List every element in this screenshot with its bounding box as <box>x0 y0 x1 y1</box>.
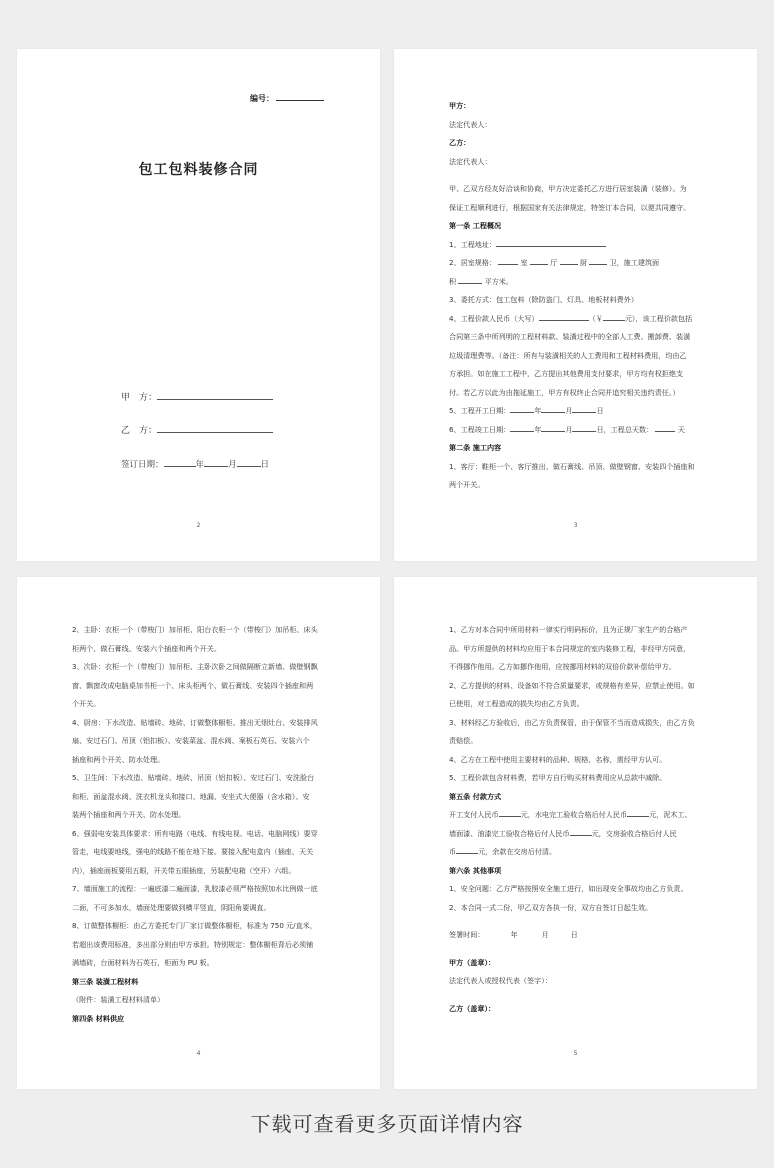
content-line: 装两个插座和两个开关、防水处理。 <box>72 810 186 819</box>
content-line: 4、厨房：下水改造、贴墙砖、地砖、订做整体橱柜、推出无烟灶台、安装排风 <box>72 717 318 727</box>
content-line: 2、乙方提供的材料、设备如不符合质量要求，或规格有差异，应禁止使用。如 <box>449 680 695 690</box>
article-heading: 第五条 付款方式 <box>449 791 502 801</box>
sign-date-label: 签订日期： <box>121 460 164 470</box>
content-line: 扇、安过石门、吊顶（铝扣板）、安装菜盆、混水阀、案板石英石、安装六个 <box>72 736 310 745</box>
clause-price-line: 付。若乙方以此为由拖延施工，甲方有权终止合同并追究相关违约责任。） <box>449 387 680 397</box>
content-line: 二面，不可多加水，墙面处理要做到横平竖直，阴阳角要调直。 <box>72 902 271 912</box>
page-4 <box>17 577 380 1089</box>
page-cover <box>17 49 380 561</box>
party-a-row <box>121 390 273 403</box>
payment-line: 币 元，余款在交房后付清。 <box>449 847 557 856</box>
page-4-content <box>72 621 328 1028</box>
content-line: 责赔偿。 <box>449 736 478 745</box>
page-number: 4 <box>196 1050 201 1057</box>
sign-date-row: 签订日期： 年 月 日 <box>121 460 270 470</box>
content-line: 不得挪作他用。乙方如挪作他用，应按挪用材料的双倍价款补偿给甲方。 <box>449 662 676 671</box>
article-heading: 第六条 其他事项 <box>449 865 502 875</box>
clause-area: 积 平方米。 <box>449 276 513 286</box>
party-a-heading: 甲方： <box>449 101 471 110</box>
content-line: 4、乙方在工程中使用主要材料的品种、规格、名称，需经甲方认可。 <box>449 754 667 764</box>
page-3-content <box>449 97 705 495</box>
party-b-rep: 法定代表人： <box>449 156 492 166</box>
clause-price: 4、工程价款人民币（大写） （￥ 元），该工程价款包括 <box>449 313 693 323</box>
party-b-blank <box>157 424 273 433</box>
contract-number <box>250 93 324 104</box>
content-line: 个开关。 <box>72 699 101 708</box>
clause-size: 2、居室规格： 室 厅 厨 卫，施工建筑面 <box>449 258 660 267</box>
page-5-content <box>449 621 705 1018</box>
sign-time-row: 签署时间： 年 月 日 <box>449 930 578 939</box>
party-b-label: 乙 方： <box>121 426 158 436</box>
content-line: 1、客厅：鞋柜一个、客厅推出、做石膏线、吊顶、做壁钢窗、安装四个插座和 <box>449 461 695 471</box>
clause-start-date: 5、工程开工日期： 年 月 日 <box>449 406 604 415</box>
page-number: 2 <box>196 522 201 529</box>
party-a-label: 甲 方： <box>121 393 158 403</box>
party-b-seal: 乙方（盖章）： <box>449 1003 496 1013</box>
page-3 <box>394 49 757 561</box>
content-line: 两个开关。 <box>449 480 485 489</box>
party-b-row <box>121 423 273 436</box>
payment-line: 墙面漆、油漆完工验收合格后付人民币 元，交房验收合格后付人民 <box>449 828 677 838</box>
clause-price-line: 合同第三条中所列明的工程材料款、装潢过程中的全部人工费、搬卸费、装潢 <box>449 332 691 341</box>
article-heading: 第四条 材料供应 <box>72 1013 125 1023</box>
content-line: 1、安全问题：乙方严格按照安全施工进行，如出现安全事故均由乙方负责。 <box>449 884 688 893</box>
party-a-blank <box>157 391 273 400</box>
clause-method: 3、委托方式：包工包料（除防盗门、灯具、地板材料费外） <box>449 295 638 304</box>
clause-end-date: 6、工程竣工日期： 年 月 日，工程总天数： 天 <box>449 424 685 434</box>
contract-title: 包工包料装修合同 <box>138 162 259 178</box>
content-line: 3、次卧：衣柜一个（带梭门）加吊柜、主卧次卧之间做隔断立新墙、做壁钢飘 <box>72 662 318 671</box>
content-line: 1、乙方对本合同中所用材料一律实行明码标价，且为正规厂家生产的合格产 <box>449 625 688 634</box>
page-number: 5 <box>573 1050 578 1057</box>
content-line: 7、墙面施工的流程：一遍底漆二遍面漆，乳胶漆必须严格按照加水比例做一底 <box>72 884 318 893</box>
contract-number-blank <box>276 93 324 101</box>
content-line: 插座和两个开关、防水处理。 <box>72 754 165 764</box>
content-line: 5、卫生间：下水改造、贴墙砖、地砖、吊顶（铝扣板）、安过石门、安洗脸台 <box>72 773 315 782</box>
content-line: 若超出该费用标准，多出部分则由甲方承担。特别规定：整体橱柜背后必须铺 <box>72 939 314 949</box>
content-line: 已使用，对工程造成的损失均由乙方负责。 <box>449 699 584 708</box>
download-caption: 下载可查看更多页面详情内容 <box>250 1112 524 1136</box>
intro-line: 甲、乙双方经友好洽谈和协商，甲方决定委托乙方进行居室装潢（装修）。为 <box>449 184 687 193</box>
content-line: 3、材料经乙方验收后，由乙方负责保管，由于保管不当而造成损失，由乙方负 <box>449 717 695 727</box>
party-a-rep: 法定代表人： <box>449 119 492 129</box>
article-heading: 第三条 装潢工程材料 <box>72 976 139 986</box>
content-line: 满墙砖，台面材料为石英石，柜面为 PU 板。 <box>72 958 214 967</box>
content-line: 品。甲方所提供的材料均应用于本合同规定的室内装修工程，非经甲方同意， <box>449 643 691 653</box>
contract-number-label: 编号： <box>250 94 274 103</box>
party-b-heading: 乙方： <box>449 138 471 147</box>
payment-line: 开工支付人民币 元，水电完工验收合格后付人民币 元，泥木工、 <box>449 810 692 819</box>
party-a-seal: 甲方（盖章）： <box>449 957 496 967</box>
page-number: 3 <box>573 522 578 529</box>
content-line: 柜两个、做石膏线、安装六个插座和两个开关。 <box>72 643 221 653</box>
content-line: 窗、飘窗改成电脑桌加书柜一个、床头柜两个、做石膏线、安装四个插座和两 <box>72 680 314 690</box>
clause-price-line: 方承担。如在施工工程中，乙方提出其他费用支付要求，甲方均有权拒绝支 <box>449 369 684 378</box>
content-line: 6、强弱电安装具体要求：所有电路（电线、有线电视、电话、电脑网线）要穿 <box>72 828 318 838</box>
page-5 <box>394 577 757 1089</box>
content-line: 8、订做整体橱柜：由乙方委托专门厂家订做整体橱柜，标准为 750 元/直米， <box>72 921 317 930</box>
representative-sign: 法定代表人或授权代表（签字）： <box>449 976 552 985</box>
content-line: 内），插座面板要用五眼，开关带五眼插座，另装配电箱（空开）六组。 <box>72 865 296 875</box>
content-line: 5、工程价款包含材料费，若甲方自行购买材料费用应从总款中减除。 <box>449 773 667 782</box>
content-line: 2、主卧：衣柜一个（带梭门）加吊柜、阳台衣柜一个（带梭门）加吊柜、床头 <box>72 625 318 634</box>
intro-line: 保证工程顺利进行，根据国家有关法律规定，特签订本合同，以便共同遵守。 <box>449 202 691 212</box>
content-line: 和柜、面盆混水阀、洗衣机龙头和接口、地漏、安坐式大便器（含水箱）、安 <box>72 791 310 801</box>
content-line: 管走，电线要地线，强电的线路不能在地下接。要接入配电盒内（插座、天关 <box>72 847 314 856</box>
clause-address: 1、工程地址： <box>449 236 705 255</box>
content-line: 2、本合同一式二份，甲乙双方各执一份，双方自签订日起生效。 <box>449 902 653 912</box>
article-heading: 第二条 施工内容 <box>449 443 502 452</box>
article-heading: 第一条 工程概况 <box>449 221 502 230</box>
attachment-note: （附件：装潢工程材料清单） <box>72 995 165 1004</box>
clause-price-line: 垃圾清理费等。（备注：所有与装潢相关的人工费用和工程材料费用，均由乙 <box>449 350 687 360</box>
